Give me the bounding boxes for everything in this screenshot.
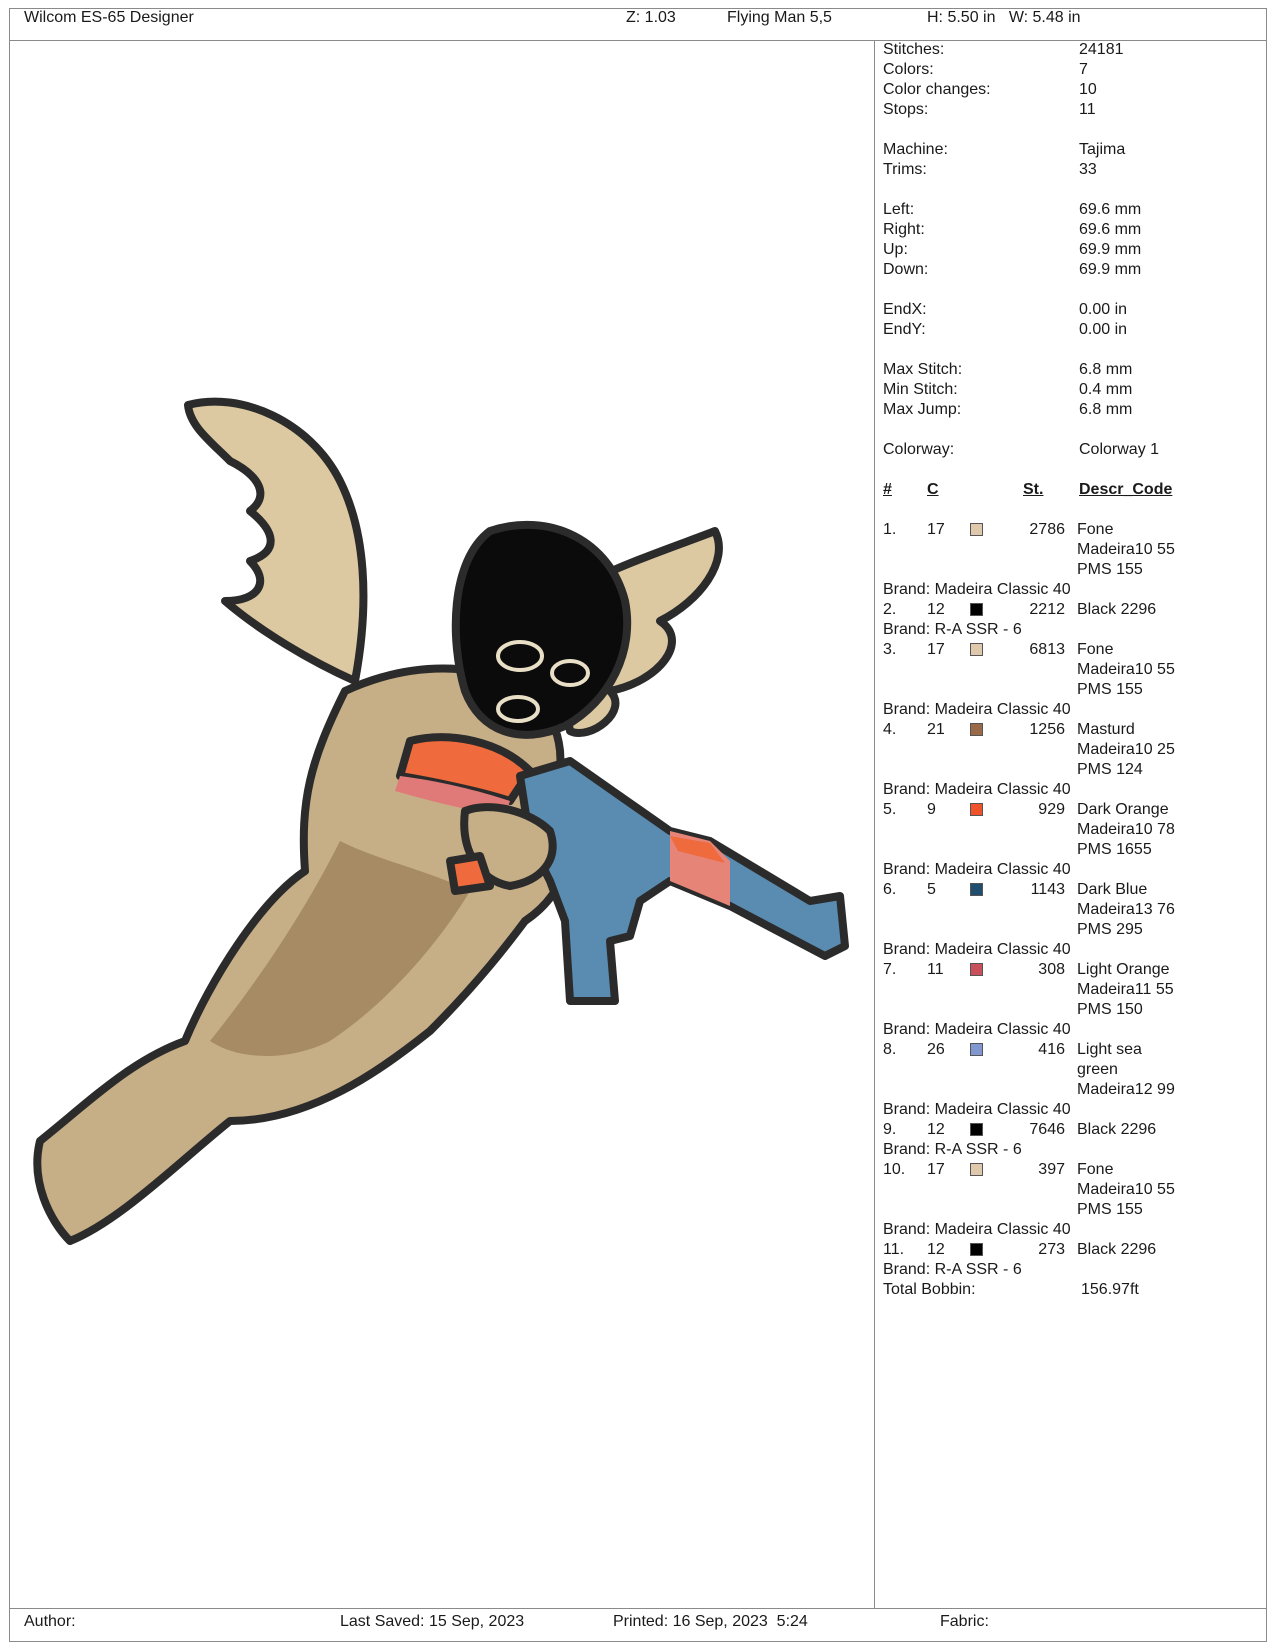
stat-label: Stops: xyxy=(883,101,929,118)
color-row-description: Masturd xyxy=(1077,721,1135,738)
color-row-brand: Brand: Madeira Classic 40 xyxy=(883,581,1071,598)
design-name: Flying Man 5,5 xyxy=(727,9,832,26)
color-swatch xyxy=(970,723,983,736)
color-row-description: Madeira10 55 xyxy=(1077,541,1175,558)
color-swatch xyxy=(970,1163,983,1176)
stat-label: Up: xyxy=(883,241,908,258)
color-swatch xyxy=(970,643,983,656)
stat-label: Colors: xyxy=(883,61,934,78)
color-row-description: PMS 155 xyxy=(1077,1201,1143,1218)
stat-label: Down: xyxy=(883,261,929,278)
color-row-description: Light Orange xyxy=(1077,961,1170,978)
panel-divider xyxy=(874,40,875,1608)
color-row-number: 3. xyxy=(883,641,897,658)
last-saved: Last Saved: 15 Sep, 2023 xyxy=(340,1613,525,1630)
color-row-description: Dark Blue xyxy=(1077,881,1148,898)
color-swatch xyxy=(970,1123,983,1136)
col-header-stitches: St. xyxy=(1023,481,1044,498)
color-row-code: 17 xyxy=(927,641,945,658)
color-row-stitches: 6813 xyxy=(1029,641,1065,658)
color-row-description: PMS 124 xyxy=(1077,761,1143,778)
color-row-description: Madeira10 55 xyxy=(1077,1181,1175,1198)
stat-label: Colorway: xyxy=(883,441,955,458)
color-row-description: Fone xyxy=(1077,1161,1114,1178)
stat-value: 69.9 mm xyxy=(1079,241,1142,258)
stat-value: Colorway 1 xyxy=(1079,441,1160,458)
design-dimensions: H: 5.50 in W: 5.48 in xyxy=(927,9,1081,26)
stat-label: Max Stitch: xyxy=(883,361,963,378)
stat-value: 6.8 mm xyxy=(1079,361,1133,378)
color-row-brand: Brand: Madeira Classic 40 xyxy=(883,1221,1071,1238)
app-title: Wilcom ES-65 Designer xyxy=(24,9,194,26)
design-canvas xyxy=(10,41,874,1606)
col-header-color: C xyxy=(927,481,939,498)
color-row-code: 12 xyxy=(927,601,945,618)
color-row-description: Black 2296 xyxy=(1077,1121,1157,1138)
color-row-brand: Brand: Madeira Classic 40 xyxy=(883,701,1071,718)
col-header-description: Descr_Code xyxy=(1079,481,1173,498)
stat-value: 11 xyxy=(1079,101,1096,118)
color-row-description: Light sea xyxy=(1077,1041,1142,1058)
color-row-description: PMS 150 xyxy=(1077,1001,1143,1018)
color-row-brand: Brand: Madeira Classic 40 xyxy=(883,941,1071,958)
color-row-description: PMS 1655 xyxy=(1077,841,1152,858)
color-row-description: Fone xyxy=(1077,521,1114,538)
col-header-number: # xyxy=(883,481,892,498)
stat-value: 33 xyxy=(1079,161,1097,178)
color-row-code: 17 xyxy=(927,1161,945,1178)
color-row-code: 12 xyxy=(927,1121,945,1138)
left-wing xyxy=(188,402,363,681)
color-row-number: 6. xyxy=(883,881,897,898)
color-row-description: Madeira11 55 xyxy=(1077,981,1174,998)
color-row-stitches: 929 xyxy=(1038,801,1065,818)
color-row-stitches: 7646 xyxy=(1029,1121,1065,1138)
color-row-stitches: 273 xyxy=(1038,1241,1065,1258)
total-bobbin-value: 156.97ft xyxy=(1081,1281,1139,1298)
stat-label: Trims: xyxy=(883,161,927,178)
stat-value: 0.4 mm xyxy=(1079,381,1133,398)
fabric-field: Fabric: xyxy=(940,1613,989,1630)
color-row-description: Black 2296 xyxy=(1077,1241,1157,1258)
color-row-description: Madeira13 76 xyxy=(1077,901,1175,918)
color-row-description: Madeira10 78 xyxy=(1077,821,1175,838)
printed-date: Printed: 16 Sep, 2023 5:24 xyxy=(613,1613,808,1630)
stat-value: 69.6 mm xyxy=(1079,221,1142,238)
color-row-stitches: 397 xyxy=(1038,1161,1065,1178)
color-row-brand: Brand: Madeira Classic 40 xyxy=(883,1021,1071,1038)
color-row-number: 1. xyxy=(883,521,897,538)
color-swatch xyxy=(970,963,983,976)
color-row-description: Black 2296 xyxy=(1077,601,1157,618)
color-row-brand: Brand: Madeira Classic 40 xyxy=(883,1101,1071,1118)
stat-label: Left: xyxy=(883,201,915,218)
color-row-brand: Brand: Madeira Classic 40 xyxy=(883,861,1071,878)
stat-label: EndY: xyxy=(883,321,926,338)
color-row-description: Dark Orange xyxy=(1077,801,1169,818)
color-row-description: PMS 155 xyxy=(1077,681,1143,698)
footer-divider xyxy=(10,1608,1266,1609)
color-row-number: 10. xyxy=(883,1161,906,1178)
stat-label: Stitches: xyxy=(883,41,945,58)
color-row-stitches: 2212 xyxy=(1029,601,1065,618)
color-row-brand: Brand: R-A SSR - 6 xyxy=(883,1261,1022,1278)
color-row-number: 7. xyxy=(883,961,897,978)
color-swatch xyxy=(970,1243,983,1256)
color-row-stitches: 416 xyxy=(1038,1041,1065,1058)
color-row-code: 26 xyxy=(927,1041,945,1058)
author-field: Author: xyxy=(24,1613,76,1630)
stat-value: 10 xyxy=(1079,81,1097,98)
stat-value: Tajima xyxy=(1079,141,1126,158)
color-row-stitches: 2786 xyxy=(1029,521,1065,538)
stat-label: Max Jump: xyxy=(883,401,962,418)
color-row-code: 5 xyxy=(927,881,936,898)
color-row-number: 8. xyxy=(883,1041,897,1058)
color-row-number: 9. xyxy=(883,1121,897,1138)
color-row-code: 21 xyxy=(927,721,945,738)
color-row-brand: Brand: R-A SSR - 6 xyxy=(883,1141,1022,1158)
stat-label: Min Stitch: xyxy=(883,381,958,398)
color-row-code: 17 xyxy=(927,521,945,538)
color-row-code: 11 xyxy=(927,961,944,978)
total-bobbin-label: Total Bobbin: xyxy=(883,1281,976,1298)
color-swatch xyxy=(970,883,983,896)
color-swatch xyxy=(970,803,983,816)
stat-value: 0.00 in xyxy=(1079,301,1128,318)
color-row-stitches: 1256 xyxy=(1029,721,1065,738)
color-row-code: 12 xyxy=(927,1241,945,1258)
stat-label: Machine: xyxy=(883,141,948,158)
color-row-description: Fone xyxy=(1077,641,1114,658)
color-row-description: Madeira10 25 xyxy=(1077,741,1175,758)
color-row-code: 9 xyxy=(927,801,936,818)
color-row-description: PMS 295 xyxy=(1077,921,1143,938)
color-row-description: green xyxy=(1077,1061,1118,1078)
color-swatch xyxy=(970,603,983,616)
stat-value: 69.6 mm xyxy=(1079,201,1142,218)
stat-value: 24181 xyxy=(1079,41,1124,58)
zoom-level: Z: 1.03 xyxy=(626,9,676,26)
color-swatch xyxy=(970,523,983,536)
stat-label: Color changes: xyxy=(883,81,991,98)
stat-value: 6.8 mm xyxy=(1079,401,1133,418)
color-row-stitches: 308 xyxy=(1038,961,1065,978)
color-row-number: 4. xyxy=(883,721,897,738)
stat-value: 7 xyxy=(1079,61,1088,78)
color-row-number: 5. xyxy=(883,801,897,818)
embroidery-design xyxy=(10,41,874,1606)
color-row-number: 11. xyxy=(883,1241,905,1258)
color-swatch xyxy=(970,1043,983,1056)
stat-label: EndX: xyxy=(883,301,927,318)
stat-value: 0.00 in xyxy=(1079,321,1128,338)
color-row-number: 2. xyxy=(883,601,897,618)
stat-value: 69.9 mm xyxy=(1079,261,1142,278)
color-row-brand: Brand: R-A SSR - 6 xyxy=(883,621,1022,638)
color-row-description: PMS 155 xyxy=(1077,561,1143,578)
color-row-brand: Brand: Madeira Classic 40 xyxy=(883,781,1071,798)
color-row-description: Madeira12 99 xyxy=(1077,1081,1175,1098)
color-row-description: Madeira10 55 xyxy=(1077,661,1175,678)
color-row-stitches: 1143 xyxy=(1030,881,1065,898)
stat-label: Right: xyxy=(883,221,925,238)
